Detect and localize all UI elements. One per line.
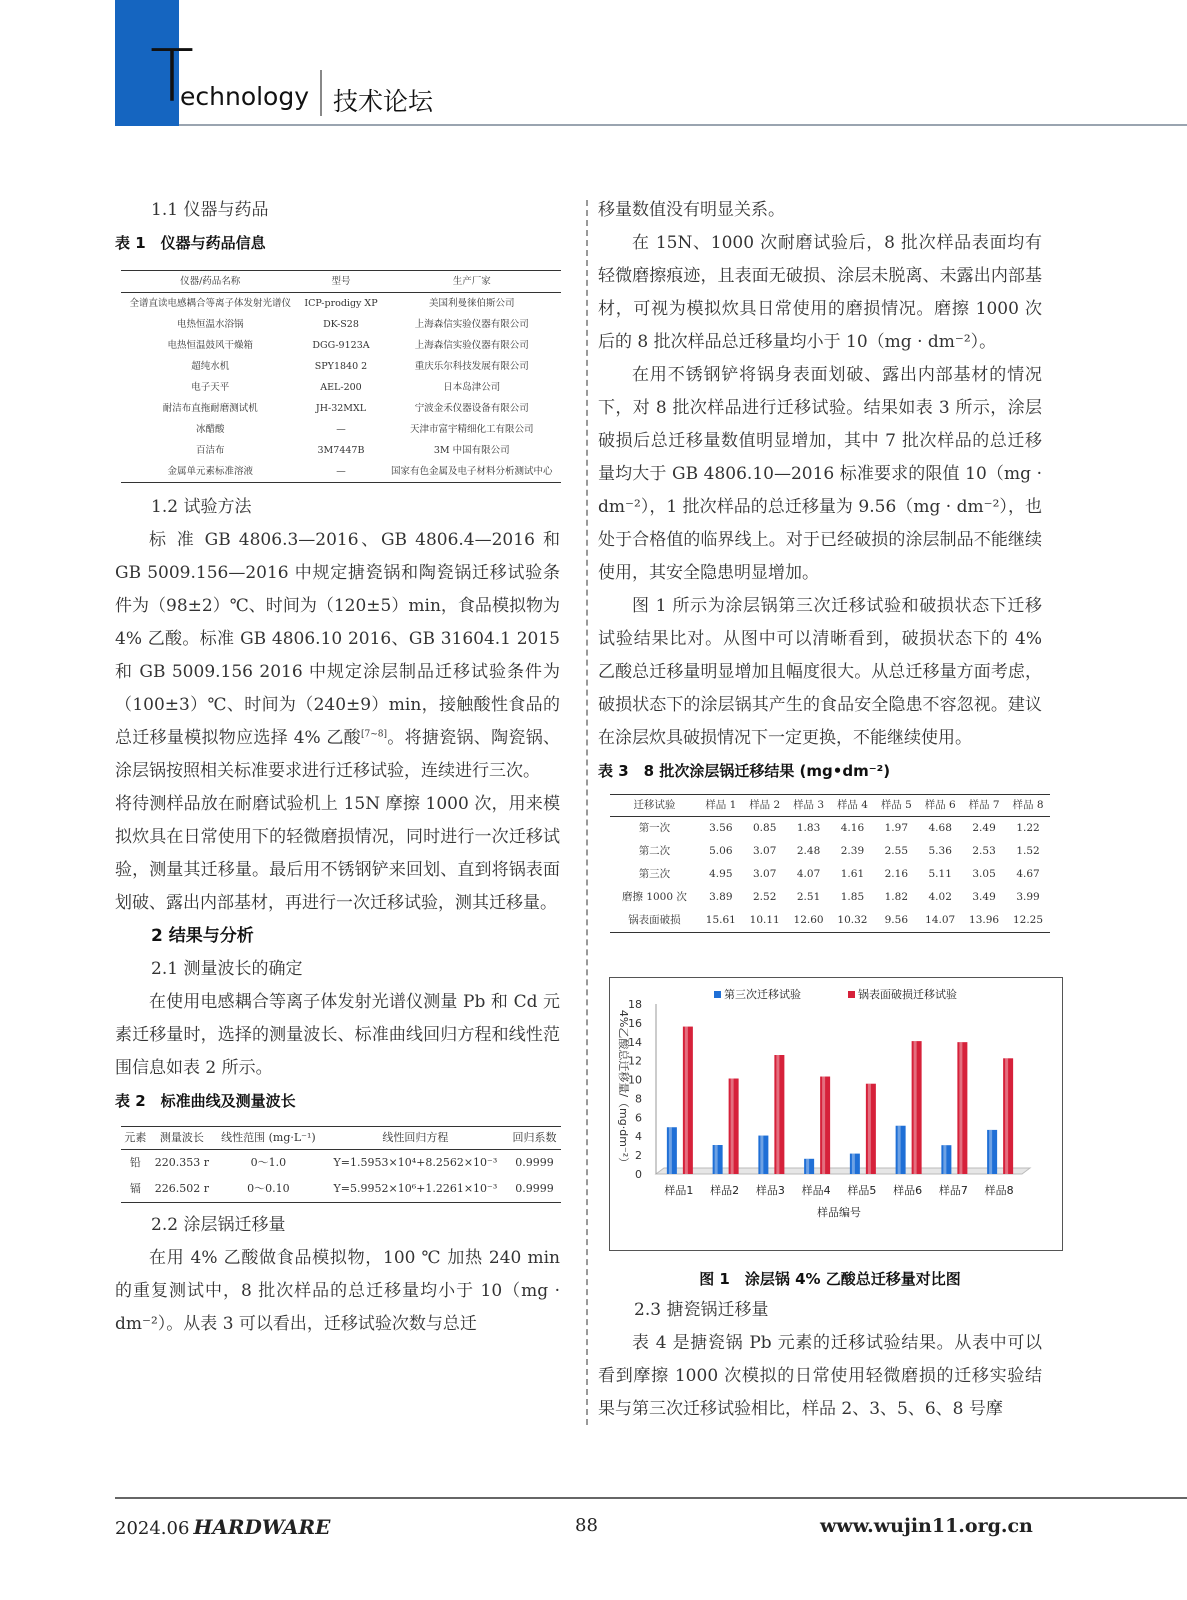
table2-header: 回归系数 xyxy=(508,1127,561,1150)
right-paragraph-1: 在 15N、1000 次耐磨试验后，8 批次样品表面均有轻微磨擦痕迹，且表面无破损、涂层未脱离、未露出内部基材，可视为模拟炊具日常使用的磨损情况。磨擦 1000 次后的 8 批次样品总迁移量均小于 10（mg · dm⁻²）。 xyxy=(598,233,1042,352)
header-english-title: echnology xyxy=(180,82,310,111)
citation: [7~8] xyxy=(360,729,387,740)
y-tick-label: 14 xyxy=(628,1035,642,1049)
bar-highlight xyxy=(898,1126,901,1174)
bar-highlight xyxy=(868,1084,871,1174)
table-cell: 0.9999 xyxy=(515,1156,554,1169)
table-cell: Y=1.5953×10⁴+8.2562×10⁻³ xyxy=(333,1156,498,1169)
section-2-3-paragraph: 表 4 是搪瓷锅 Pb 元素的迁移试验结果。从表中可以看到摩擦 1000 次模拟的日常使用轻微磨损的迁移实验结果与第三次迁移试验相比，样品 2、3、5、6、8 号摩 xyxy=(598,1333,1042,1419)
section-1-2-heading: 1.2 试验方法 xyxy=(151,497,252,517)
section-2-2-paragraph: 在用 4% 乙酸做食品模拟物，100 ℃ 加热 240 min 的重复测试中，8 批次样品的总迁移量均小于 10（mg · dm⁻²）。从表 3 可以看出，迁移试验次数与总迁 xyxy=(115,1248,560,1334)
table-cell: 日本岛津公司 xyxy=(443,382,501,393)
table-cell: ICP-prodigy XP xyxy=(304,298,378,309)
table-cell: 14.07 xyxy=(918,909,962,933)
x-tick-label: 样品8 xyxy=(984,1184,1014,1197)
bar-highlight xyxy=(760,1136,763,1174)
table-cell: 锅表面破损 xyxy=(610,909,699,933)
right-paragraph-2: 在用不锈钢铲将锅身表面划破、露出内部基材的情况下，对 8 批次样品进行迁移试验。结果如表 3 所示，涂层破损后总迁移量数值明显增加，其中 7 批次样品的总迁移量均大于 GB 4806.10—2016 标准要求的限值 10（mg · dm⁻²），1 批次样品的总迁移量为 9.56（mg · dm⁻²），也处于合格值的临界线上。对于已经破损的涂层制品不能继续使用，其安全隐患明显增加。 xyxy=(598,365,1042,583)
table-cell: 220.353 r xyxy=(154,1156,209,1169)
bar-highlight xyxy=(685,1027,688,1174)
y-tick-label: 12 xyxy=(628,1054,642,1068)
table-cell: 2.55 xyxy=(884,845,909,857)
figure-1-caption: 图 1 涂层锅 4% 乙酸总迁移量对比图 xyxy=(699,1270,961,1288)
table2 xyxy=(121,1126,561,1203)
table-cell: 5.11 xyxy=(928,868,952,880)
table-cell: 12.60 xyxy=(787,909,831,933)
bar-highlight xyxy=(989,1130,992,1174)
table-cell: AEL-200 xyxy=(320,382,362,393)
y-tick-label: 4 xyxy=(635,1130,642,1144)
table1-header: 型号 xyxy=(299,271,382,293)
table-cell: 上海森信实验仪器有限公司 xyxy=(414,340,529,351)
table-row xyxy=(121,398,561,419)
table-cell: 电子天平 xyxy=(191,382,230,393)
x-tick-label: 样品4 xyxy=(801,1184,831,1197)
legend-swatch-third xyxy=(714,991,721,998)
table3-header: 样品 4 xyxy=(831,795,875,817)
legend-swatch-damaged xyxy=(848,991,855,998)
bar-highlight xyxy=(943,1145,946,1174)
table-row xyxy=(121,440,561,461)
table-row xyxy=(121,1150,561,1177)
table-cell: 1.85 xyxy=(840,891,865,903)
x-tick-label: 样品6 xyxy=(893,1184,923,1197)
table-cell: 10.32 xyxy=(831,909,875,933)
table-row xyxy=(121,314,561,335)
column-divider xyxy=(586,200,588,1425)
table-cell: 第三次 xyxy=(638,868,671,880)
table-cell: 2.39 xyxy=(840,845,865,857)
table-cell: 美国利曼徕伯斯公司 xyxy=(429,298,515,309)
y-tick-label: 18 xyxy=(628,998,642,1011)
table-cell: 3.89 xyxy=(709,891,733,903)
table-cell: 3.07 xyxy=(753,845,777,857)
table-cell: 3.49 xyxy=(972,891,996,903)
chart-floor xyxy=(656,1168,1030,1174)
table-cell: 国家有色金属及电子材料分析测试中心 xyxy=(383,461,561,483)
page-number: 88 xyxy=(575,1515,598,1536)
table-cell: 3.05 xyxy=(972,868,996,880)
table3-header: 样品 3 xyxy=(787,795,831,817)
x-tick-label: 样品7 xyxy=(938,1184,968,1197)
table-cell: JH-32MXL xyxy=(315,403,367,414)
section-2-3-heading: 2.3 搪瓷锅迁移量 xyxy=(634,1300,769,1320)
table-row xyxy=(121,356,561,377)
table-cell: 重庆乐尔科技发展有限公司 xyxy=(414,361,529,372)
table-cell: 1.22 xyxy=(1016,822,1040,834)
table-cell: 3.07 xyxy=(753,868,777,880)
bar-highlight xyxy=(822,1077,825,1174)
table-cell: 耐洁布直拖耐磨测试机 xyxy=(162,403,258,414)
table-cell: 12.25 xyxy=(1006,909,1050,933)
table-cell: 上海森信实验仪器有限公司 xyxy=(414,319,529,330)
table3-header: 样品 1 xyxy=(699,795,743,817)
table-cell: 全谱直读电感耦合等离子体发射光谱仪 xyxy=(129,298,291,309)
table3-header: 样品 8 xyxy=(1006,795,1050,817)
table-row xyxy=(610,886,1050,909)
right-column-lower xyxy=(598,1294,1042,1426)
table-cell: 1.52 xyxy=(1016,845,1040,857)
footer-url[interactable]: www.wujin11.org.cn xyxy=(820,1515,1033,1537)
table-cell: 超纯水机 xyxy=(191,361,230,372)
table-cell: 10.11 xyxy=(743,909,787,933)
table2-header: 线性回归方程 xyxy=(323,1127,508,1150)
table3-header: 样品 6 xyxy=(918,795,962,817)
table-row xyxy=(121,1176,561,1203)
x-tick-label: 样品1 xyxy=(664,1184,694,1197)
table-cell: 磨擦 1000 次 xyxy=(621,891,687,903)
table-row xyxy=(121,335,561,356)
table-cell: 226.502 r xyxy=(150,1176,214,1203)
table-cell: Y=5.9952×10⁶+1.2261×10⁻³ xyxy=(323,1176,508,1203)
table1 xyxy=(121,270,561,483)
table-cell: 2.53 xyxy=(972,845,996,857)
table-cell: 第二次 xyxy=(638,845,671,857)
bar-highlight xyxy=(776,1055,779,1174)
table1-caption: 表 1 仪器与药品信息 xyxy=(115,234,266,252)
y-tick-label: 10 xyxy=(628,1073,642,1087)
table-cell: 冰醋酸 xyxy=(195,424,225,435)
bar-highlight xyxy=(1005,1058,1008,1174)
table-cell: 3M7447B xyxy=(317,445,365,456)
section-2-heading: 2 结果与分析 xyxy=(151,926,254,946)
table-cell: 13.96 xyxy=(962,909,1006,933)
table-row xyxy=(121,419,561,440)
legend-label: 锅表面破损迁移试验 xyxy=(858,988,957,1001)
table1-header: 仪器/药品名称 xyxy=(121,271,299,293)
table-cell: 百洁布 xyxy=(195,445,225,456)
table-cell: 1.61 xyxy=(840,868,865,880)
table-cell: 4.95 xyxy=(709,868,733,880)
y-tick-label: 6 xyxy=(635,1111,642,1125)
y-tick-label: 2 xyxy=(635,1149,642,1163)
y-tick-label: 0 xyxy=(635,1168,642,1181)
left-column xyxy=(115,194,560,1341)
header-separator xyxy=(320,70,322,116)
header-rule xyxy=(179,124,1187,126)
table-cell: 0～0.10 xyxy=(214,1176,323,1203)
table-row xyxy=(610,817,1050,841)
table3-header: 样品 2 xyxy=(743,795,787,817)
bar-highlight xyxy=(715,1145,718,1174)
footer-issue: 2024.06 HARDWARE xyxy=(115,1515,331,1539)
table-row xyxy=(610,863,1050,886)
table3-header: 迁移试验 xyxy=(610,795,699,817)
bar-highlight xyxy=(806,1159,809,1174)
table-row xyxy=(121,377,561,398)
section-1-1-heading: 1.1 仪器与药品 xyxy=(151,200,269,220)
bar-highlight xyxy=(852,1154,855,1174)
table-cell: 3.99 xyxy=(1016,891,1040,903)
table-cell: 1.83 xyxy=(796,822,821,834)
table-cell: 2.49 xyxy=(972,822,996,834)
x-tick-label: 样品5 xyxy=(847,1184,877,1197)
table-cell: DGG-9123A xyxy=(312,340,370,351)
continued-paragraph: 移量数值没有明显关系。 xyxy=(598,200,785,220)
y-axis-label: 4%乙酸总迁移量/（mg·dm⁻²） xyxy=(617,1009,630,1169)
table-cell: 4.02 xyxy=(928,891,952,903)
footer-magazine: HARDWARE xyxy=(193,1515,331,1539)
table-row xyxy=(610,909,1050,933)
table3 xyxy=(610,794,1050,933)
table-cell: — xyxy=(299,461,382,483)
table-cell: 1.97 xyxy=(884,822,909,834)
table-cell: 5.36 xyxy=(928,845,952,857)
table-cell: 5.06 xyxy=(709,845,733,857)
header-chinese-title: 技术论坛 xyxy=(333,87,434,116)
x-tick-label: 样品3 xyxy=(755,1184,785,1197)
right-column xyxy=(598,194,1042,933)
table-row xyxy=(121,293,561,315)
table-cell: 宁波金禾仪器设备有限公司 xyxy=(414,403,529,414)
bar-highlight xyxy=(669,1127,672,1174)
y-tick-label: 16 xyxy=(628,1016,642,1030)
table-cell: 第一次 xyxy=(638,822,671,834)
table-cell: 0～1.0 xyxy=(250,1156,287,1169)
table-cell: 0.85 xyxy=(753,822,777,834)
table-cell: SPY1840 2 xyxy=(314,361,368,372)
table-cell: 电热恒温鼓风干燥箱 xyxy=(167,340,253,351)
x-tick-label: 样品2 xyxy=(710,1184,740,1197)
table-cell: 金属单元素标准溶液 xyxy=(121,461,299,483)
table2-header: 元素 xyxy=(121,1127,150,1150)
table3-caption: 表 3 8 批次涂层锅迁移结果 (mg•dm⁻²) xyxy=(598,762,891,780)
table-cell: 铅 xyxy=(129,1156,141,1169)
bar-highlight xyxy=(914,1041,917,1174)
table-cell: 4.67 xyxy=(1016,868,1040,880)
table2-caption: 表 2 标准曲线及测量波长 xyxy=(115,1092,296,1110)
table-cell: 电热恒温水浴锅 xyxy=(176,319,244,330)
x-axis-label: 样品编号 xyxy=(817,1206,861,1219)
bar-highlight xyxy=(959,1042,962,1174)
table-cell: 15.61 xyxy=(699,909,743,933)
header-big-letter: T xyxy=(150,34,194,118)
table-cell: DK-S28 xyxy=(323,319,359,330)
table3-header: 样品 5 xyxy=(874,795,918,817)
footer-rule xyxy=(115,1497,1187,1499)
table-cell: 3M 中国有限公司 xyxy=(433,445,510,456)
table-cell: 4.07 xyxy=(796,868,821,880)
table-cell: 0.9999 xyxy=(508,1176,561,1203)
table2-header: 线性范围 (mg·L⁻¹) xyxy=(214,1127,323,1150)
table-row xyxy=(121,461,561,483)
y-tick-label: 8 xyxy=(635,1092,642,1106)
table-cell: 2.51 xyxy=(796,891,821,903)
section-1-2-paragraph-1: 标 准 GB 4806.3—2016、GB 4806.4—2016 和 GB 5009.156—2016 中规定搪瓷锅和陶瓷锅迁移试验条件为（98±2）℃、时间为（120±5）min，食品模拟物为 4% 乙酸。标准 GB 4806.10 2016、GB 31604.1 2015 和 GB 5009.156 2016 中规定涂层制品迁移试验条件为（100±3）℃、时间为（240±9）min，接触酸性食品的总迁移量模拟物应选择 4% 乙酸[7~8]。将搪瓷锅、陶瓷锅、涂层锅按照相关标准要求进行迁移试验，连续进行三次。 xyxy=(115,530,561,781)
table-cell: 2.16 xyxy=(884,868,909,880)
table2-header: 测量波长 xyxy=(150,1127,214,1150)
table-cell: 4.16 xyxy=(840,822,865,834)
section-2-1-paragraph: 在使用电感耦合等离子体发射光谱仪测量 Pb 和 Cd 元素迁移量时，选择的测量波长、标准曲线回归方程和线性范围信息如表 2 所示。 xyxy=(115,992,560,1078)
table-cell: 镉 xyxy=(121,1176,150,1203)
table-cell: 天津市富宇精细化工有限公司 xyxy=(410,424,534,435)
section-2-2-heading: 2.2 涂层锅迁移量 xyxy=(151,1215,286,1235)
table-cell: 3.56 xyxy=(709,822,733,834)
table-cell: 2.48 xyxy=(796,845,821,857)
section-1-2-paragraph-2: 将待测样品放在耐磨试验机上 15N 摩擦 1000 次，用来模拟炊具在日常使用下的轻微磨损情况，同时进行一次迁移试验，测量其迁移量。最后用不锈钢铲来回划、直到将锅表面划破、露出内部基材，再进行一次迁移试验，测其迁移量。 xyxy=(115,794,560,913)
table-row xyxy=(610,840,1050,863)
table-cell: 4.68 xyxy=(928,822,952,834)
table3-header: 样品 7 xyxy=(962,795,1006,817)
table-cell: — xyxy=(336,424,346,435)
figure-1-chart xyxy=(609,977,1063,1251)
table-cell: 9.56 xyxy=(874,909,918,933)
table-cell: 1.82 xyxy=(884,891,909,903)
bar-highlight xyxy=(731,1079,734,1174)
right-paragraph-3: 图 1 所示为涂层锅第三次迁移试验和破损状态下迁移试验结果比对。从图中可以清晰看到，破损状态下的 4% 乙酸总迁移量明显增加且幅度很大。从总迁移量方面考虑，破损状态下的涂层锅其产生的食品安全隐患不容忽视。建议在涂层炊具破损情况下一定更换，不能继续使用。 xyxy=(598,596,1042,748)
section-2-1-heading: 2.1 测量波长的确定 xyxy=(151,959,303,979)
table-cell: 2.52 xyxy=(753,891,777,903)
bar-chart-svg xyxy=(610,978,1062,1250)
table1-header: 生产厂家 xyxy=(383,271,561,293)
legend-label: 第三次迁移试验 xyxy=(724,988,801,1001)
